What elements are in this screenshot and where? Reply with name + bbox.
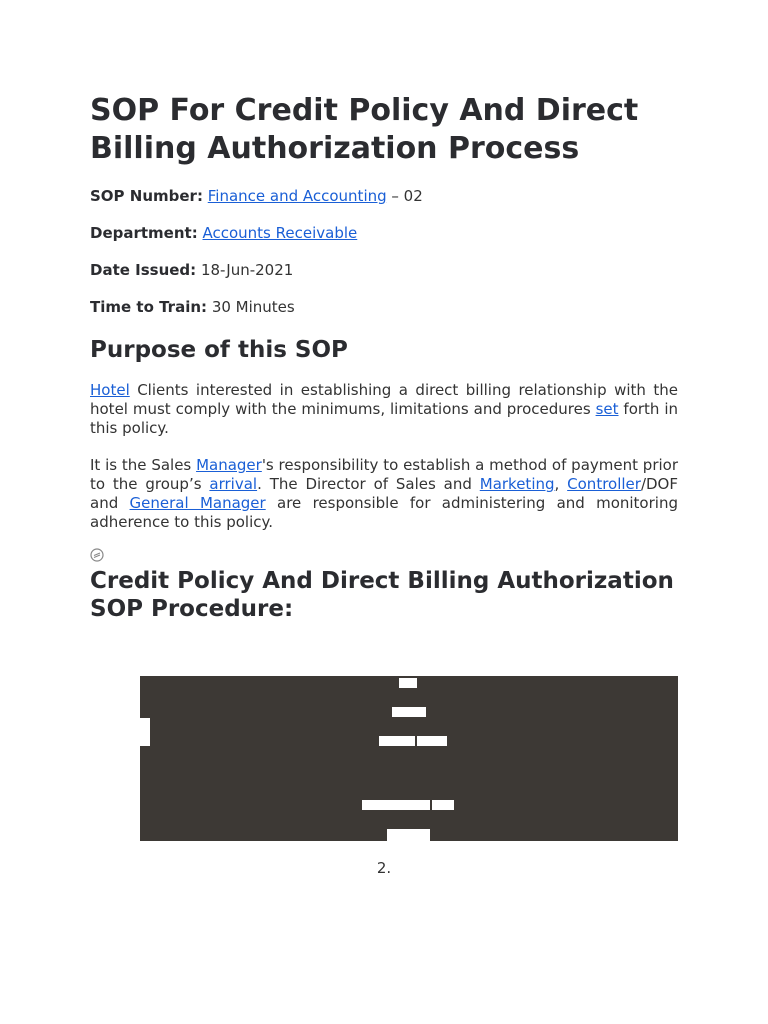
embedded-media-placeholder[interactable] bbox=[140, 676, 678, 841]
media-artifact bbox=[392, 707, 426, 717]
paragraph-text: are responsible for administering and monitoring adherence to this policy. bbox=[90, 494, 678, 531]
accounts-receivable-link[interactable]: Accounts Receivable bbox=[202, 224, 358, 242]
media-artifact bbox=[379, 736, 415, 746]
media-artifact bbox=[417, 736, 447, 746]
purpose-paragraph-1 bbox=[90, 381, 678, 438]
time-to-train-value: 30 Minutes bbox=[211, 298, 295, 316]
hotel-link[interactable]: Hotel bbox=[90, 381, 130, 399]
paragraph-text: . The Director of Sales and bbox=[257, 475, 480, 493]
media-artifact bbox=[362, 800, 430, 810]
finance-accounting-link[interactable]: Finance and Accounting bbox=[207, 187, 387, 205]
page-title: SOP For Credit Policy And Direct Billing Authorization Process bbox=[90, 93, 639, 166]
ezoic-icon[interactable] bbox=[90, 548, 104, 562]
manager-link[interactable]: Manager bbox=[196, 456, 262, 474]
media-artifact bbox=[399, 678, 417, 688]
sop-meta bbox=[90, 186, 678, 317]
time-to-train-label: Time to Train: bbox=[90, 298, 208, 316]
purpose-heading: Purpose of this SOP bbox=[90, 337, 348, 363]
department-label: Department: bbox=[90, 224, 198, 242]
purpose-paragraph-2 bbox=[90, 456, 678, 532]
controller-link[interactable]: Controller bbox=[567, 475, 641, 493]
media-artifact bbox=[387, 829, 430, 841]
arrival-link[interactable]: arrival bbox=[209, 475, 258, 493]
paragraph-text: forth in this policy. bbox=[90, 400, 679, 437]
sop-number-label: SOP Number: bbox=[90, 187, 203, 205]
set-link[interactable]: set bbox=[595, 400, 619, 418]
time-to-train-row bbox=[90, 297, 678, 317]
marketing-link[interactable]: Marketing bbox=[479, 475, 555, 493]
date-issued-row bbox=[90, 260, 678, 280]
header-section bbox=[90, 92, 678, 334]
media-artifact bbox=[140, 718, 150, 746]
general-manager-link[interactable]: General Manager bbox=[129, 494, 266, 512]
paragraph-text: Clients interested in establishing a direct billing relationship with the hotel must comply with the minimums, limitations and procedures bbox=[90, 381, 678, 418]
sop-number-suffix: – 02 bbox=[386, 187, 423, 205]
paragraph-text: It is the Sales bbox=[90, 456, 197, 474]
paragraph-text: 's responsibility to establish a method of payment prior to the group’s bbox=[90, 456, 678, 493]
media-artifact bbox=[432, 800, 454, 810]
procedure-heading: Credit Policy And Direct Billing Authorization SOP Procedure: bbox=[90, 568, 674, 622]
list-number-caption: 2. bbox=[376, 859, 392, 877]
sop-number-row bbox=[90, 186, 678, 206]
date-issued-value: 18-Jun-2021 bbox=[200, 261, 294, 279]
paragraph-text: /DOF and bbox=[90, 475, 678, 512]
department-row bbox=[90, 223, 678, 243]
paragraph-text: , bbox=[554, 475, 568, 493]
date-issued-label: Date Issued: bbox=[90, 261, 197, 279]
